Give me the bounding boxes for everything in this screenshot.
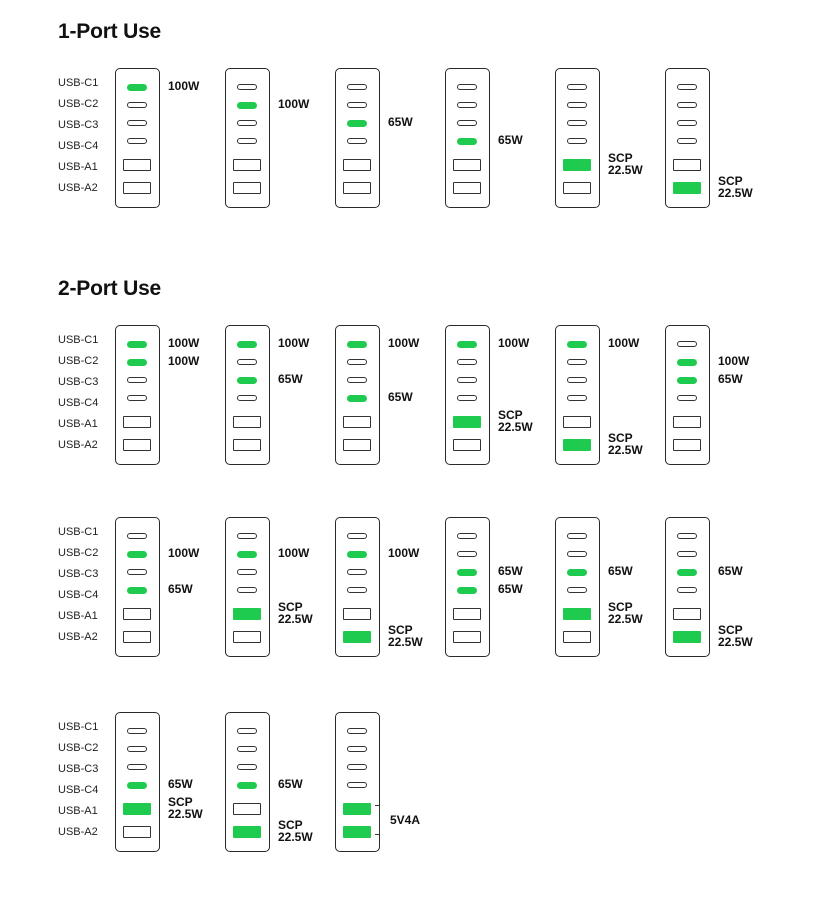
- usb-c-port: [237, 84, 257, 90]
- usb-a-port-active: [343, 803, 371, 815]
- usb-c-port: [677, 395, 697, 401]
- power-label: [498, 134, 523, 146]
- power-label-line: 100W: [278, 97, 310, 111]
- power-label-line: 65W: [498, 133, 523, 147]
- power-label-line: 22.5W: [718, 186, 753, 200]
- usb-c-port: [127, 395, 147, 401]
- power-label: [168, 355, 199, 367]
- power-label: [278, 98, 309, 110]
- power-label-line: 100W: [278, 336, 310, 350]
- usb-a-port: [453, 182, 481, 194]
- usb-c-port-active: [347, 341, 367, 348]
- charger-diagram: [115, 68, 160, 208]
- port-label: USB-C4: [58, 140, 99, 152]
- port-label: USB-A2: [58, 439, 98, 451]
- power-label: [608, 432, 643, 456]
- usb-c-port-active: [457, 138, 477, 145]
- port-label: USB-C4: [58, 397, 99, 409]
- usb-a-port: [343, 159, 371, 171]
- usb-c-port-active: [677, 569, 697, 576]
- usb-a-port: [123, 826, 151, 838]
- usb-a-port: [123, 608, 151, 620]
- power-label-line: 100W: [278, 546, 310, 560]
- usb-c-port: [237, 533, 257, 539]
- usb-a-port-active: [343, 631, 371, 643]
- usb-c-port: [457, 377, 477, 383]
- usb-a-port-active: [233, 826, 261, 838]
- charger-diagram: [225, 712, 270, 852]
- usb-a-port: [343, 439, 371, 451]
- power-label: [388, 116, 413, 128]
- usb-c-port: [127, 533, 147, 539]
- power-label: [498, 565, 523, 577]
- charger-diagram: [115, 325, 160, 465]
- port-label: USB-C1: [58, 721, 99, 733]
- usb-c-port: [237, 569, 257, 575]
- usb-c-port: [567, 84, 587, 90]
- usb-c-port: [567, 377, 587, 383]
- power-label: [278, 819, 313, 843]
- usb-a-port: [343, 608, 371, 620]
- power-label: [390, 814, 420, 826]
- charger-diagram: [555, 68, 600, 208]
- usb-c-port-active: [127, 359, 147, 366]
- power-label: [168, 80, 199, 92]
- power-label: [388, 391, 413, 403]
- charger-diagram: [225, 68, 270, 208]
- power-label-line: 65W: [388, 390, 413, 404]
- usb-c-port: [237, 138, 257, 144]
- usb-a-port: [673, 439, 701, 451]
- usb-a-port: [233, 631, 261, 643]
- usb-a-port: [673, 416, 701, 428]
- power-label-line: 22.5W: [608, 612, 643, 626]
- usb-a-port-active: [563, 608, 591, 620]
- usb-c-port: [347, 84, 367, 90]
- usb-c-port: [237, 764, 257, 770]
- port-label: USB-C1: [58, 526, 99, 538]
- charger-diagram: [555, 517, 600, 657]
- usb-a-port-active: [453, 416, 481, 428]
- power-label-line: 100W: [718, 354, 750, 368]
- port-label: USB-C4: [58, 784, 99, 796]
- usb-c-port: [237, 587, 257, 593]
- power-label-line: 5V4A: [390, 812, 421, 827]
- usb-a-port: [563, 182, 591, 194]
- charger-diagram: [445, 68, 490, 208]
- usb-c-port: [237, 746, 257, 752]
- usb-c-port-active: [237, 102, 257, 109]
- usb-c-port: [677, 84, 697, 90]
- usb-c-port-active: [457, 341, 477, 348]
- usb-c-port: [347, 102, 367, 108]
- usb-c-port-active: [127, 551, 147, 558]
- usb-c-port: [347, 569, 367, 575]
- power-label-line: 22.5W: [498, 420, 533, 434]
- usb-a-port: [123, 159, 151, 171]
- usb-c-port: [567, 551, 587, 557]
- usb-c-port: [567, 587, 587, 593]
- usb-c-port: [457, 120, 477, 126]
- usb-a-port: [233, 439, 261, 451]
- power-label: [718, 175, 753, 199]
- charger-diagram: [665, 517, 710, 657]
- usb-a-port: [233, 159, 261, 171]
- usb-c-port: [127, 728, 147, 734]
- port-label: USB-C2: [58, 547, 99, 559]
- power-label-line: 100W: [168, 354, 200, 368]
- power-label: [278, 601, 313, 625]
- usb-c-port-active: [457, 587, 477, 594]
- usb-a-port: [343, 182, 371, 194]
- port-label: USB-C1: [58, 334, 99, 346]
- usb-c-port-active: [237, 551, 257, 558]
- usb-a-port-active: [563, 159, 591, 171]
- usb-a-port: [123, 439, 151, 451]
- power-label-line: 22.5W: [278, 612, 313, 626]
- usb-c-port-active: [677, 377, 697, 384]
- power-label-line: SCP: [608, 431, 633, 445]
- power-label-line: 100W: [608, 336, 640, 350]
- power-label: [718, 355, 749, 367]
- power-label-line: 100W: [388, 336, 420, 350]
- section-title: 1-Port Use: [58, 20, 162, 43]
- port-label: USB-A2: [58, 631, 98, 643]
- section-title: 2-Port Use: [58, 277, 162, 300]
- usb-c-port: [127, 377, 147, 383]
- usb-c-port: [457, 551, 477, 557]
- port-label: USB-A2: [58, 182, 98, 194]
- power-label-line: 65W: [388, 115, 413, 129]
- charger-diagram: [115, 712, 160, 852]
- power-label: [608, 565, 633, 577]
- usb-c-port: [567, 359, 587, 365]
- power-label-line: 65W: [498, 564, 523, 578]
- power-label-line: 65W: [608, 564, 633, 578]
- usb-c-port: [677, 138, 697, 144]
- port-label: USB-C1: [58, 77, 99, 89]
- usb-c-port: [457, 533, 477, 539]
- usb-c-port-active: [347, 395, 367, 402]
- power-label: [608, 601, 643, 625]
- power-label: [168, 778, 193, 790]
- charger-diagram: [555, 325, 600, 465]
- usb-c-port: [677, 341, 697, 347]
- usb-c-port: [127, 120, 147, 126]
- port-label: USB-C4: [58, 589, 99, 601]
- usb-c-port: [567, 395, 587, 401]
- usb-a-port-active: [233, 608, 261, 620]
- port-label: USB-C3: [58, 376, 99, 388]
- usb-a-port: [673, 159, 701, 171]
- usb-c-port-active: [567, 569, 587, 576]
- charger-diagram: [115, 517, 160, 657]
- usb-c-port: [127, 138, 147, 144]
- power-label: [718, 565, 743, 577]
- usb-a-port-active: [563, 439, 591, 451]
- power-label: [498, 337, 529, 349]
- power-label-line: SCP: [718, 174, 743, 188]
- power-label: [498, 583, 523, 595]
- port-label: USB-C3: [58, 119, 99, 131]
- charger-diagram: [665, 68, 710, 208]
- usb-c-port-active: [237, 782, 257, 789]
- usb-a-port: [343, 416, 371, 428]
- usb-c-port: [347, 728, 367, 734]
- usb-c-port: [237, 728, 257, 734]
- usb-a-port: [453, 608, 481, 620]
- power-label: [278, 373, 303, 385]
- usb-c-port-active: [127, 84, 147, 91]
- charger-diagram: [335, 517, 380, 657]
- power-label-line: SCP: [608, 600, 633, 614]
- power-label-line: 65W: [278, 372, 303, 386]
- usb-c-port: [347, 587, 367, 593]
- usb-c-port: [567, 533, 587, 539]
- usb-c-port-active: [457, 569, 477, 576]
- port-label: USB-A1: [58, 610, 98, 622]
- usb-c-port: [127, 764, 147, 770]
- power-label-line: 100W: [168, 546, 200, 560]
- port-label: USB-A2: [58, 826, 98, 838]
- port-label: USB-A1: [58, 805, 98, 817]
- usb-a-port: [453, 159, 481, 171]
- usb-c-port: [347, 782, 367, 788]
- charger-diagram: [445, 325, 490, 465]
- usb-c-port: [567, 138, 587, 144]
- power-label: [168, 796, 203, 820]
- usb-a-port: [563, 416, 591, 428]
- usb-c-port: [127, 746, 147, 752]
- power-label: [388, 624, 423, 648]
- power-label: [718, 373, 743, 385]
- usb-c-port: [677, 102, 697, 108]
- usb-c-port: [127, 102, 147, 108]
- usb-a-port: [233, 803, 261, 815]
- port-label: USB-C2: [58, 355, 99, 367]
- port-label: USB-A1: [58, 161, 98, 173]
- usb-c-port: [237, 359, 257, 365]
- power-label-line: 22.5W: [388, 635, 423, 649]
- power-label: [498, 409, 533, 433]
- power-label-line: SCP: [498, 408, 523, 422]
- power-label-line: SCP: [718, 623, 743, 637]
- power-label: [278, 778, 303, 790]
- power-label: [278, 337, 309, 349]
- usb-c-port: [347, 359, 367, 365]
- power-label-line: 22.5W: [168, 807, 203, 821]
- usb-c-port: [567, 120, 587, 126]
- usb-a-port-active: [343, 826, 371, 838]
- power-label: [168, 583, 193, 595]
- charger-diagram: [225, 517, 270, 657]
- power-label-line: 65W: [168, 582, 193, 596]
- power-label-line: 100W: [388, 546, 420, 560]
- usb-a-port: [673, 608, 701, 620]
- usb-c-port: [677, 120, 697, 126]
- usb-c-port-active: [567, 341, 587, 348]
- power-label: [608, 152, 643, 176]
- power-label: [608, 337, 639, 349]
- usb-c-port: [347, 533, 367, 539]
- usb-c-port: [347, 746, 367, 752]
- power-label: [168, 547, 199, 559]
- usb-c-port-active: [237, 377, 257, 384]
- port-label: USB-C3: [58, 568, 99, 580]
- power-label: [278, 547, 309, 559]
- port-label: USB-C3: [58, 763, 99, 775]
- usb-c-port-active: [127, 587, 147, 594]
- usb-c-port-active: [127, 341, 147, 348]
- usb-c-port-active: [677, 359, 697, 366]
- usb-c-port-active: [347, 551, 367, 558]
- usb-c-port: [457, 84, 477, 90]
- usb-c-port: [677, 587, 697, 593]
- power-label-line: 65W: [278, 777, 303, 791]
- power-label: [168, 337, 199, 349]
- power-label: [388, 547, 419, 559]
- usb-c-port: [347, 377, 367, 383]
- power-label-line: 65W: [168, 777, 193, 791]
- charger-diagram: [335, 712, 380, 852]
- power-label: [718, 624, 753, 648]
- port-label: USB-C2: [58, 98, 99, 110]
- power-label-line: SCP: [278, 600, 303, 614]
- power-label-line: 65W: [498, 582, 523, 596]
- bracket-icon: [375, 805, 380, 835]
- usb-a-port-active: [673, 182, 701, 194]
- power-label-line: 65W: [718, 564, 743, 578]
- power-label: [388, 337, 419, 349]
- usb-c-port-active: [127, 782, 147, 789]
- power-label-line: 100W: [498, 336, 530, 350]
- charger-diagram: [665, 325, 710, 465]
- usb-c-port: [347, 138, 367, 144]
- usb-c-port: [567, 102, 587, 108]
- usb-c-port: [677, 533, 697, 539]
- charger-diagram: [445, 517, 490, 657]
- usb-a-port: [563, 631, 591, 643]
- usb-a-port-active: [123, 803, 151, 815]
- usb-c-port: [457, 395, 477, 401]
- power-label-line: 22.5W: [718, 635, 753, 649]
- power-label-line: 65W: [718, 372, 743, 386]
- usb-c-port: [127, 569, 147, 575]
- usb-c-port: [457, 102, 477, 108]
- usb-c-port-active: [237, 341, 257, 348]
- usb-c-port: [347, 764, 367, 770]
- power-label-line: 22.5W: [278, 830, 313, 844]
- usb-a-port: [123, 416, 151, 428]
- usb-a-port: [123, 631, 151, 643]
- usb-a-port: [123, 182, 151, 194]
- power-label-line: SCP: [278, 818, 303, 832]
- usb-c-port: [457, 359, 477, 365]
- charger-diagram: [335, 68, 380, 208]
- usb-c-port: [237, 395, 257, 401]
- power-label-line: 100W: [168, 79, 200, 93]
- port-label: USB-A1: [58, 418, 98, 430]
- usb-a-port: [453, 631, 481, 643]
- usb-a-port: [233, 416, 261, 428]
- usb-a-port-active: [673, 631, 701, 643]
- charger-diagram: [335, 325, 380, 465]
- usb-c-port: [237, 120, 257, 126]
- usb-c-port: [677, 551, 697, 557]
- power-label-line: SCP: [168, 795, 193, 809]
- power-label-line: 22.5W: [608, 443, 643, 457]
- power-label-line: SCP: [608, 151, 633, 165]
- power-label-line: SCP: [388, 623, 413, 637]
- charger-diagram: [225, 325, 270, 465]
- power-label-line: 22.5W: [608, 163, 643, 177]
- port-label: USB-C2: [58, 742, 99, 754]
- usb-a-port: [453, 439, 481, 451]
- usb-c-port-active: [347, 120, 367, 127]
- power-label-line: 100W: [168, 336, 200, 350]
- usb-a-port: [233, 182, 261, 194]
